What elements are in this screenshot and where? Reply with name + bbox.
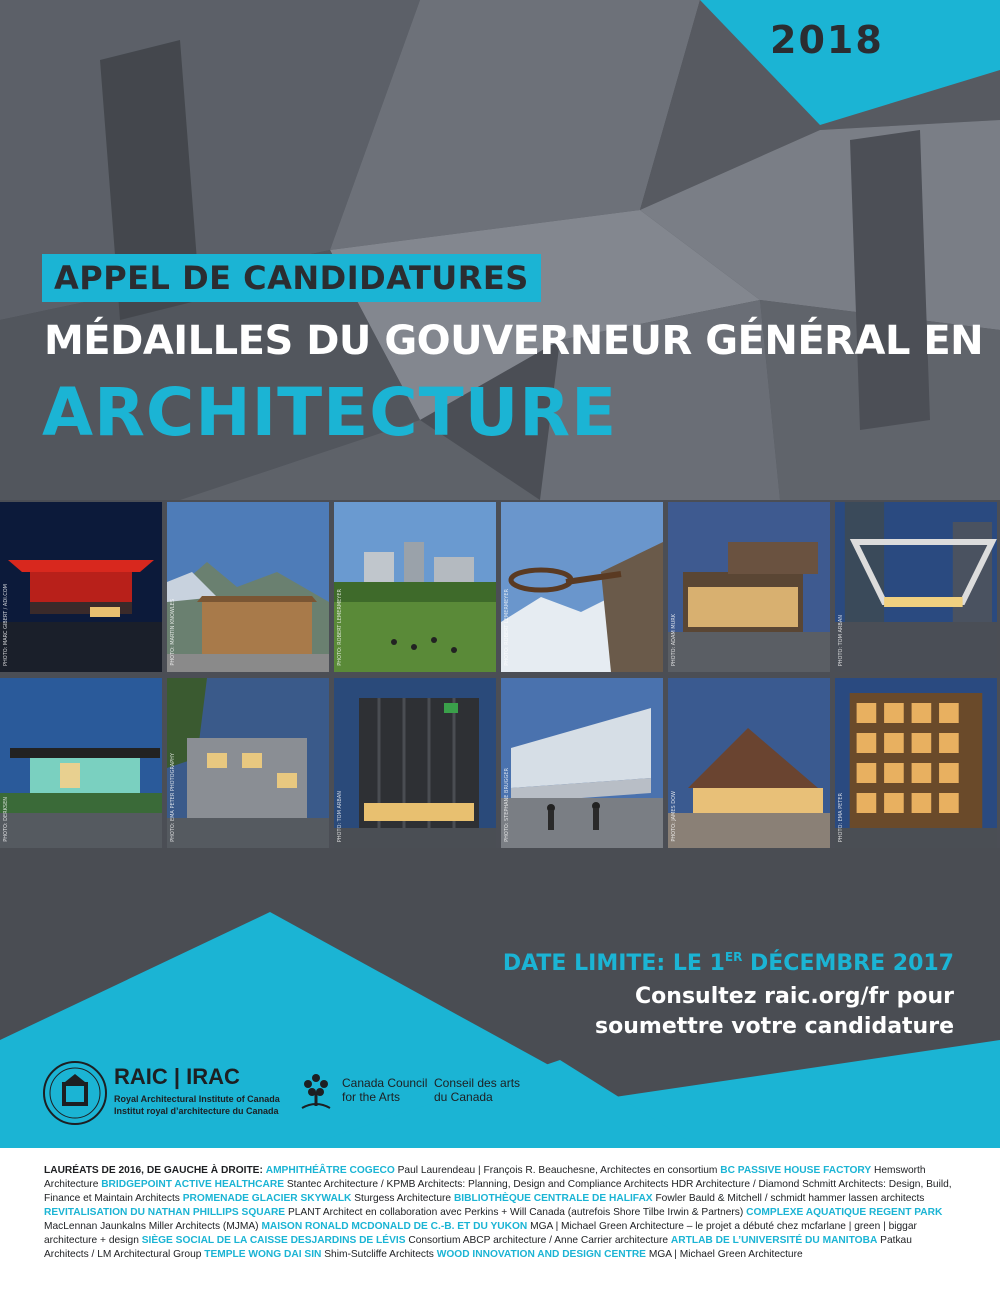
title-line-2: ARCHITECTURE: [42, 374, 618, 451]
photo-temple-wong-dai-sin: [668, 678, 830, 848]
submission-instructions: [595, 982, 954, 1042]
title-line-1: MÉDAILLES DU GOUVERNEUR GÉNÉRAL EN: [44, 318, 984, 364]
laureate-architect: Shim-Sutcliffe Architects: [324, 1249, 434, 1260]
photo-amphitheatre-cogeco: [0, 502, 162, 672]
deadline-text: [503, 950, 954, 976]
photo-credit: PHOTO: MARTIN KNOWLES: [170, 599, 176, 666]
consult-line-2: soumettre votre candidature: [595, 1014, 954, 1039]
photo-credit: PHOTO: MARC GIBERT / ADI.COM: [3, 584, 9, 666]
photo-ronald-mcdonald-house: [167, 678, 329, 848]
laureate-project: ARTLAB DE L’UNIVERSITÉ DU MANITOBA: [670, 1235, 878, 1246]
laureate-project: REVITALISATION DU NATHAN PHILLIPS SQUARE: [44, 1207, 286, 1218]
photo-credit: PHOTO: TOM ARBAN: [337, 790, 343, 842]
photo-credit: PHOTO: ADAM MURK: [671, 613, 677, 666]
laureate-architect: Hemsworth Architecture: [44, 1165, 926, 1190]
photo-glacier-skywalk: [501, 502, 663, 672]
laureate-architect: Fowler Bauld & Mitchell / schmidt hammer lassen architects: [655, 1193, 925, 1204]
laureate-project: BC PASSIVE HOUSE FACTORY: [720, 1165, 872, 1176]
photo-desjardins-levis: [334, 678, 496, 848]
canada-council-tree-icon: [298, 1070, 334, 1112]
laureate-architect: Sturgess Architecture: [354, 1193, 452, 1204]
deadline-prefix: DATE LIMITE: LE 1: [502, 951, 725, 976]
laureate-project: BRIDGEPOINT ACTIVE HEALTHCARE: [101, 1179, 285, 1190]
year-label: 2018: [770, 18, 884, 62]
laureate-project: WOOD INNOVATION AND DESIGN CENTRE: [436, 1249, 646, 1260]
laureate-project: TEMPLE WONG DAI SIN: [204, 1249, 322, 1260]
photo-credit: PHOTO: STEPHANE BRUGGER: [504, 768, 510, 842]
consult-line-1: Consultez raic.org/fr pour: [635, 984, 954, 1009]
laureates-list: [44, 1164, 956, 1262]
photo-credit: PHOTO: ROBERT LEMERMEYER: [504, 589, 510, 666]
laureate-project: MAISON RONALD MCDONALD DE C.-B. ET DU YUKON: [261, 1221, 528, 1232]
canada-council-name-en: Canada Council for the Arts: [342, 1076, 428, 1104]
photo-halifax-central-library: [668, 502, 830, 672]
photo-credit: PHOTO: ROBERT LEMERMEYER: [337, 589, 343, 666]
laureate-architect: MGA | Michael Green Architecture: [648, 1249, 803, 1260]
photo-artlab-manitoba: [501, 678, 663, 848]
laureate-project: AMPHITHÉÂTRE COGECO: [265, 1165, 395, 1176]
call-for-submissions-banner: APPEL DE CANDIDATURES: [42, 254, 541, 302]
laureate-architect: Consortium ABCP architecture / Anne Carrier architecture: [408, 1235, 669, 1246]
laureate-architect: Stantec Architecture / KPMB Architects: Planning, Design and Compliance Architects HDR Architecture / Diamond Schmitt Architects: Design, Build, Finance et Maintain Architects: [44, 1179, 952, 1204]
photo-bridgepoint-active-healthcare: [334, 502, 496, 672]
photo-credit: PHOTO: EMA PETER: [838, 792, 844, 842]
photo-nathan-phillips-square: [835, 502, 997, 672]
photo-credit: PHOTO: TOM ARBAN: [838, 614, 844, 666]
photo-bc-passive-house-factory: [167, 502, 329, 672]
laureate-project: BIBLIOTHÈQUE CENTRALE DE HALIFAX: [453, 1193, 653, 1204]
deadline-suffix: DÉCEMBRE 2017: [742, 951, 954, 976]
laureate-architect: MGA | Michael Green Architecture – le projet a débuté chez mcfarlane | green | biggar architecture + design: [44, 1221, 917, 1246]
laureate-project: SIÈGE SOCIAL DE LA CAISSE DESJARDINS DE LÉVIS: [141, 1235, 406, 1246]
photo-regent-park-aquatic-centre: [0, 678, 162, 848]
raic-name-fr: Institut royal d’architecture du Canada: [114, 1106, 279, 1116]
laureate-project: PROMENADE GLACIER SKYWALK: [182, 1193, 352, 1204]
raic-seal-icon: [42, 1060, 108, 1126]
laureate-project: COMPLEXE AQUATIQUE REGENT PARK: [746, 1207, 943, 1218]
laureate-architect: MacLennan Jaunkalns Miller Architects (MJMA): [44, 1221, 259, 1232]
laureate-architect: Patkau Architects / LM Architectural Group: [44, 1235, 912, 1260]
laureate-architect: Paul Laurendeau | François R. Beauchesne, Architectes en consortium: [397, 1165, 718, 1176]
photo-credit: PHOTO: EMA PETER PHOTOGRAPHY: [170, 753, 176, 842]
laureate-architect: PLANT Architect en collaboration avec Perkins + Will Canada (autrefois Shore Tilbe Irwin & Partners): [287, 1207, 744, 1218]
canada-council-name-fr: Conseil des arts du Canada: [434, 1076, 521, 1104]
laureates-heading: LAURÉATS DE 2016, DE GAUCHE À DROITE:: [44, 1165, 263, 1176]
photo-credit: PHOTO: DERKSEN: [3, 797, 9, 842]
raic-logo-text: RAIC | IRAC: [114, 1064, 240, 1089]
deadline-ordinal: ER: [724, 950, 743, 964]
photo-credit: PHOTO: JAMES DOW: [671, 791, 677, 842]
raic-name-en: Royal Architectural Institute of Canada: [114, 1094, 280, 1104]
photo-wood-innovation-design-centre: [835, 678, 997, 848]
laureate-photo-grid: [0, 502, 1000, 848]
